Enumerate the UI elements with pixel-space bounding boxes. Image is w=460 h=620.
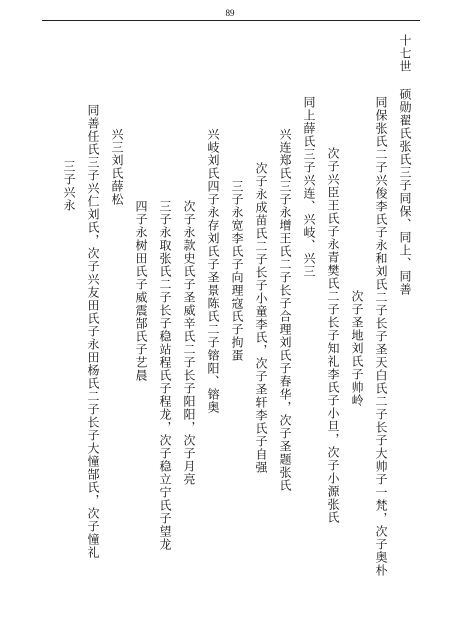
header-rule — [42, 20, 420, 21]
column-13: 兴三刘氏薛松 — [110, 128, 124, 206]
column-15: 三子兴永 — [62, 160, 76, 212]
column-2: 同保张氏二子兴俊李氏子永和刘氏二子长子圣天白氏二子长子大帅子一梵，次子奥朴 — [374, 96, 388, 577]
page-number: 89 — [225, 8, 235, 18]
column-7: 次子永成苗氏二子长子小童李氏，次子圣轩李氏子自强 — [254, 162, 268, 474]
column-3: 次子圣地刘氏子帅岭 — [350, 290, 364, 407]
column-6: 兴连郑氏三子永增王氏二子长子合理刘氏子春华，次子圣题张氏 — [278, 128, 292, 492]
column-12: 四子永树田氏子威震郜氏子艺晨 — [134, 200, 148, 382]
column-4: 次子兴臣王氏子永青樊氏二子长子知礼李氏子小旦，次子小源张氏 — [326, 147, 340, 524]
column-9: 兴岐刘氏四子永存刘氏子圣景陈氏二子镕阳、镕奥 — [206, 128, 220, 414]
column-10: 次子永款史氏子圣威辛氏二子长子阳阳，次子月亮 — [182, 200, 196, 486]
column-8: 三子永宽李氏子向理寇氏子拘蛋 — [230, 180, 244, 362]
column-14: 同善任氏三子兴仁刘氏，次子兴友田氏子永田杨氏二子长子大憧郜氏，次子憧礼 — [86, 104, 100, 559]
column-1: 十七世 硕勋翟氏张氏三子同保、同上、同善 — [398, 34, 412, 296]
column-11: 三子永取张氏二子长子稳站程氏子程龙，次子稳立宁氏子望龙 — [158, 200, 172, 551]
column-5: 同上薛氏三子兴连、兴岐、兴三 — [302, 96, 316, 278]
